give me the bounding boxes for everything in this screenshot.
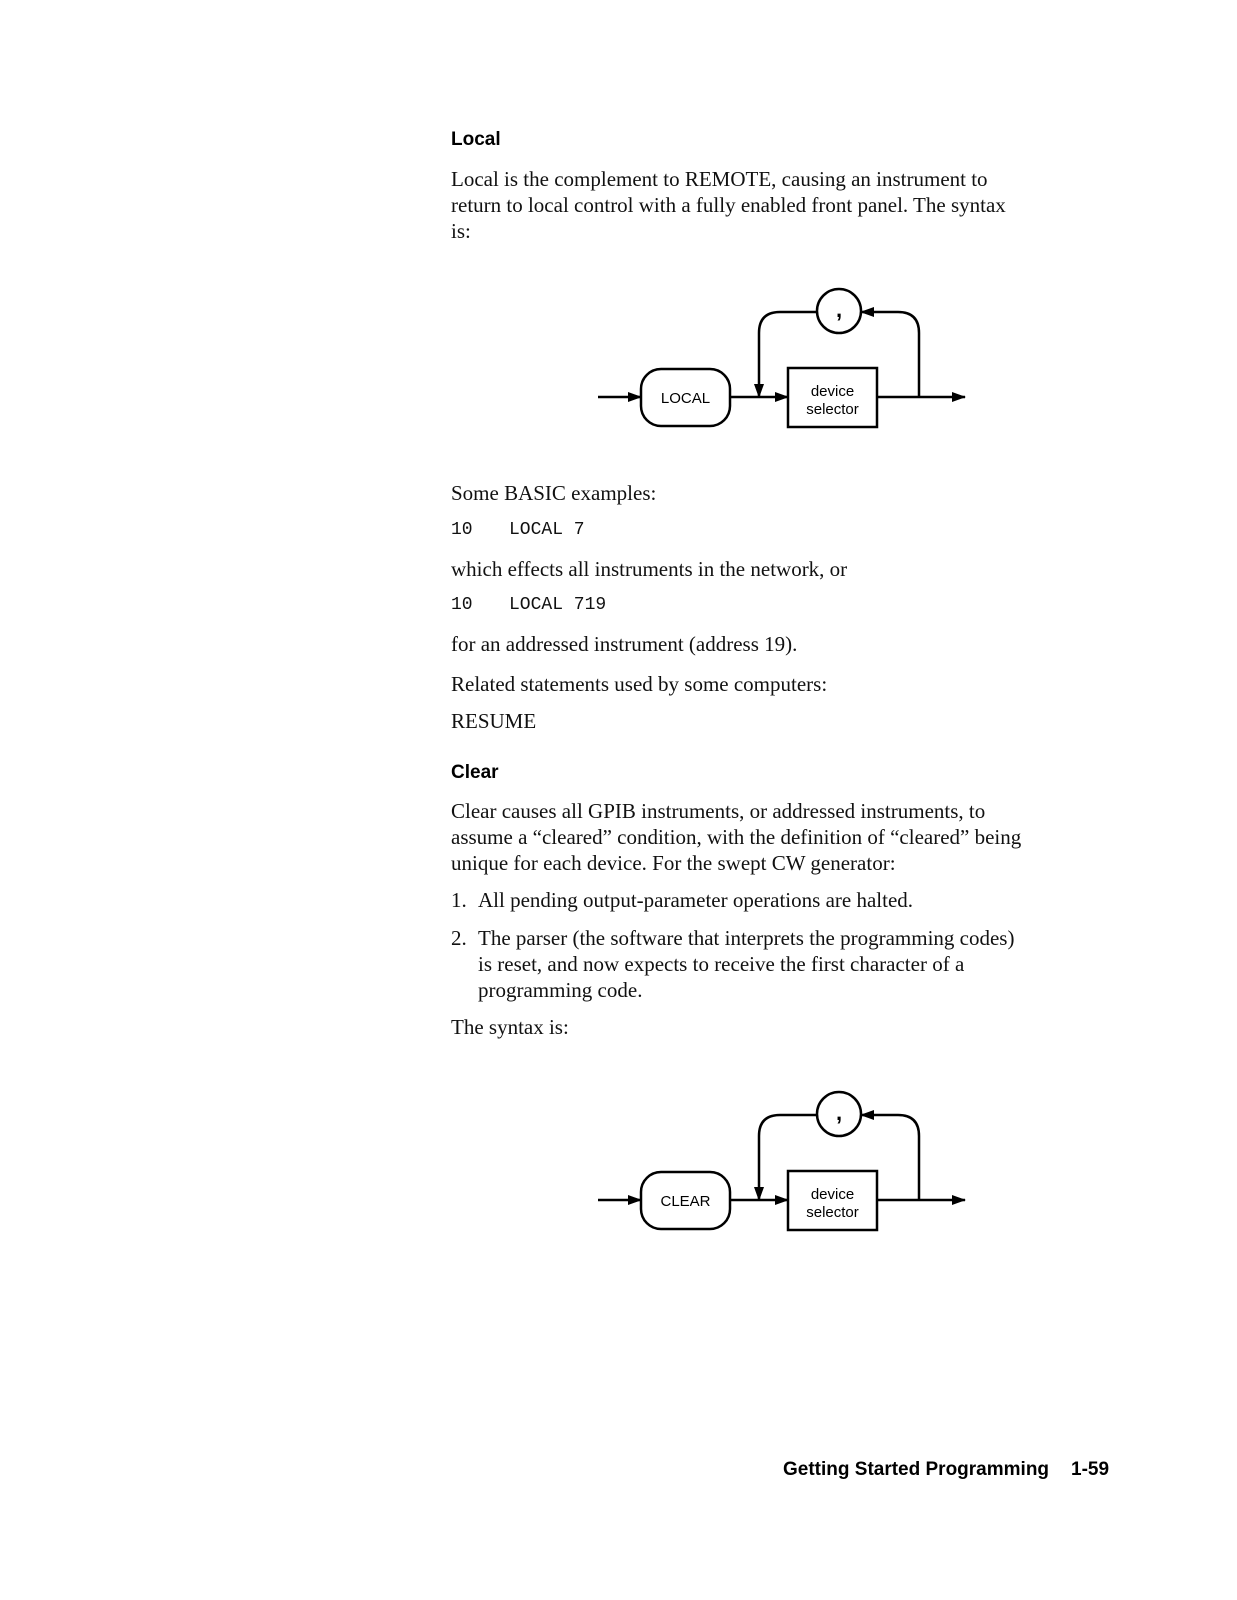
clear-intro-line: unique for each device. For the swept CW generator: [451, 851, 896, 875]
device-selector-label-line2: selector [806, 1204, 859, 1221]
page-footer [783, 1459, 1109, 1481]
clear-syntax-intro: The syntax is: [451, 1015, 569, 1039]
list-item-body [478, 887, 913, 913]
code-example-2 [451, 595, 606, 615]
list-item-body [478, 925, 1014, 1003]
list-item-line: All pending output-parameter operations are halted. [478, 888, 914, 912]
local-intro-line: Local is the complement to REMOTE, causing an instrument to [451, 167, 988, 191]
list-item-line: is reset, and now expects to receive the first character of a [478, 952, 965, 976]
related-statement: RESUME [451, 709, 537, 733]
clear-intro-line: Clear causes all GPIB instruments, or addressed instruments, to [451, 799, 986, 823]
local-intro-line: is: [451, 219, 471, 243]
separator-label: , [835, 1100, 843, 1125]
related-intro: Related statements used by some computers: [451, 672, 828, 696]
clear-intro-paragraph [451, 798, 1111, 876]
list-item-line: programming code. [478, 978, 643, 1002]
code-line-number: 10 [451, 520, 473, 540]
local-heading: Local [451, 129, 501, 150]
local-syntax-diagram [590, 283, 970, 443]
code-line-number: 10 [451, 595, 473, 615]
code-statement: LOCAL 719 [509, 595, 607, 615]
code-example-1 [451, 520, 585, 540]
page-number: 1-59 [1071, 1459, 1110, 1480]
clear-syntax-diagram [590, 1086, 970, 1246]
example2-note: for an addressed instrument (address 19). [451, 632, 798, 656]
list-item-number: 2. [451, 926, 467, 950]
example1-note: which effects all instruments in the network, or [451, 557, 848, 581]
loop-return-path [861, 312, 919, 397]
device-selector-label-line1: device [810, 383, 855, 400]
keyword-label: LOCAL [660, 390, 711, 407]
device-selector-label-line1: device [810, 1186, 855, 1203]
clear-intro-line: assume a “cleared” condition, with the definition of “cleared” being [451, 825, 1022, 849]
loop-return-path [861, 1115, 919, 1200]
list-item-number: 1. [451, 888, 467, 912]
list-item-line: The parser (the software that interprets the programming codes) [478, 926, 1015, 950]
local-intro-paragraph [451, 166, 1111, 244]
keyword-label: CLEAR [660, 1193, 711, 1210]
code-statement: LOCAL 7 [509, 520, 585, 540]
examples-intro: Some BASIC examples: [451, 481, 657, 505]
separator-label: , [835, 297, 843, 322]
footer-title: Getting Started Programming [783, 1459, 1050, 1480]
clear-heading: Clear [451, 762, 499, 783]
local-intro-line: return to local control with a fully enabled front panel. The syntax [451, 193, 1006, 217]
device-selector-label-line2: selector [806, 401, 859, 418]
